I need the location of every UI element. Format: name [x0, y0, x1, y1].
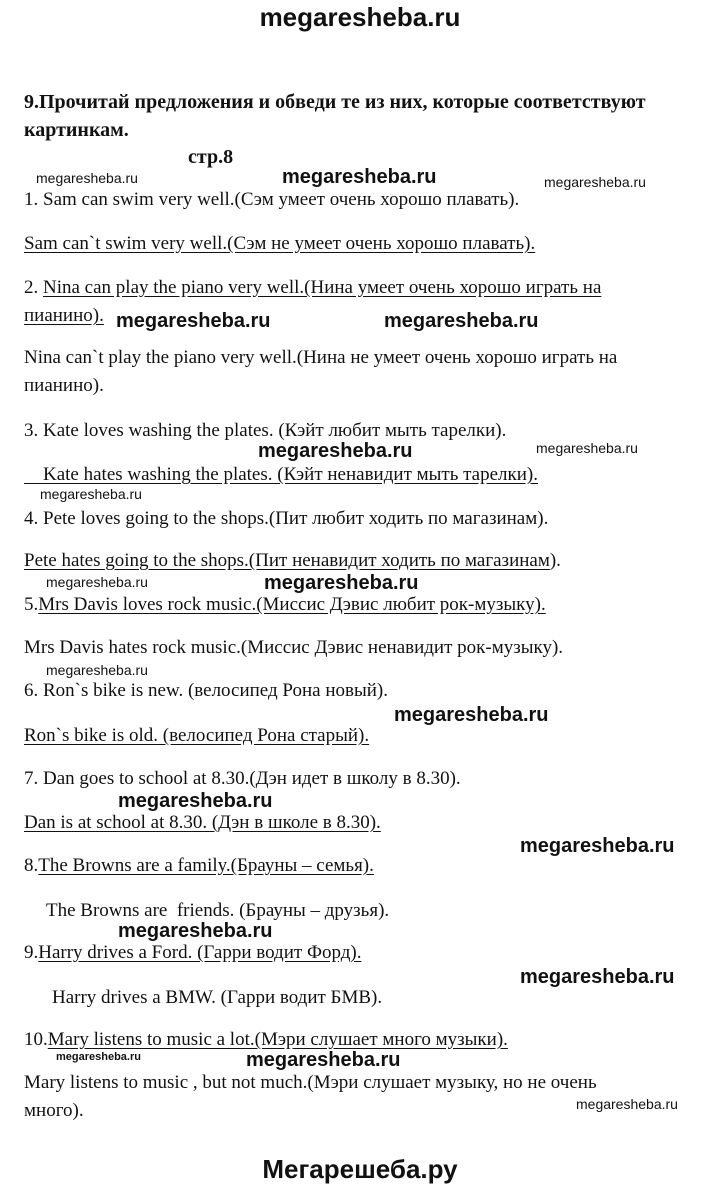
sentence-6b-circled: Ron`s bike is old. (велосипед Рона старый). [24, 725, 370, 746]
sentence-2b-cont: пианино). [24, 375, 104, 396]
footer-site-name: Мегарешеба.ру [262, 1154, 458, 1184]
watermark: megaresheba.ru [536, 440, 638, 456]
sentence-2a-cont: пианино). [24, 305, 104, 326]
sentence-number: 9. [24, 942, 39, 963]
sentence-4a: 4. Pete loves going to the shops.(Пит любит ходить по магазинам). [24, 508, 549, 529]
sentence-3b-circled: Kate hates washing the plates. (Кэйт ненавидит мыть тарелки). [24, 464, 538, 485]
watermark: megaresheba.ru [264, 572, 419, 594]
watermark: megaresheba.ru [544, 174, 646, 190]
sentence-8a-circled [24, 855, 374, 877]
sentence-1b-circled: Sam can`t swim very well.(Сэм не умеет очень хорошо плавать). [24, 233, 536, 254]
watermark: megaresheba.ru [36, 170, 138, 186]
sentence-10b-cont: много). [24, 1100, 84, 1121]
sentence-7a: 7. Dan goes to school at 8.30.(Дэн идет в школу в 8.30). [24, 768, 461, 789]
sentence-6a: 6. Ron`s bike is new. (велосипед Рона новый). [24, 680, 388, 701]
sentence-number: 8. [24, 855, 39, 876]
sentence-tail: ). [549, 550, 561, 571]
watermark: megaresheba.ru [576, 1096, 678, 1112]
sentence-5b: Mrs Davis hates rock music.(Миссис Дэвис ненавидит рок-музыку). [24, 637, 564, 658]
sentence-9a-circled [24, 942, 361, 964]
sentence-1a: 1. Sam can swim very well.(Сэм умеет очень хорошо плавать). [24, 189, 520, 210]
sentence-number: 2. [24, 277, 43, 298]
watermark: megaresheba.ru [384, 310, 539, 332]
watermark: megaresheba.ru [56, 1051, 141, 1063]
watermark: megaresheba.ru [46, 574, 148, 590]
sentence-text: The Browns are a family.(Брауны – семья). [38, 855, 374, 876]
sentence-4b-circled [24, 550, 561, 572]
watermark: megaresheba.ru [116, 310, 271, 332]
watermark: megaresheba.ru [118, 790, 273, 812]
sentence-text: Nina can play the piano very well.(Нина умеет очень хорошо играть на [43, 277, 602, 298]
sentence-text: Harry drives a Ford. (Гарри водит Форд). [38, 942, 362, 963]
sentence-5a-circled [24, 594, 546, 616]
watermark: megaresheba.ru [282, 166, 437, 188]
sentence-10b: Mary listens to music , but not much.(Мэри слушает музыку, но не очень [24, 1072, 597, 1093]
task-title: 9.Прочитай предложения и обведи те из них, которые соответствуют картинкам. [24, 91, 646, 141]
watermark: megaresheba.ru [40, 486, 142, 502]
watermark: megaresheba.ru [394, 704, 549, 726]
sentence-7b-circled: Dan is at school at 8.30. (Дэн в школе в 8.30). [24, 812, 381, 833]
sentence-9b: Harry drives a BMW. (Гарри водит БМВ). [52, 987, 383, 1008]
sentence-8b: The Browns are friends. (Брауны – друзья). [46, 900, 390, 921]
sentence-text: Pete hates going to the shops.(Пит ненавидит ходить по магазинам [24, 550, 550, 571]
header-site-name: megaresheba.ru [259, 2, 461, 32]
page-number: стр.8 [188, 146, 234, 168]
watermark: megaresheba.ru [246, 1049, 401, 1071]
sentence-text: Mrs Davis loves rock music.(Миссис Дэвис любит рок-музыку). [38, 594, 546, 615]
watermark: megaresheba.ru [520, 966, 675, 988]
sentence-3a: 3. Kate loves washing the plates. (Кэйт любит мыть тарелки). [24, 420, 507, 441]
sentence-2b: Nina can`t play the piano very well.(Нина не умеет очень хорошо играть на [24, 347, 618, 368]
sentence-number: 10. [24, 1029, 48, 1050]
sentence-2a-circled [24, 277, 601, 299]
watermark: megaresheba.ru [258, 440, 413, 462]
watermark: megaresheba.ru [520, 835, 675, 857]
sentence-10a-circled [24, 1029, 508, 1051]
watermark: megaresheba.ru [118, 920, 273, 942]
sentence-number: 5. [24, 594, 39, 615]
watermark: megaresheba.ru [46, 662, 148, 678]
sentence-text: Mary listens to music a lot.(Мэри слушает много музыки). [47, 1029, 508, 1050]
